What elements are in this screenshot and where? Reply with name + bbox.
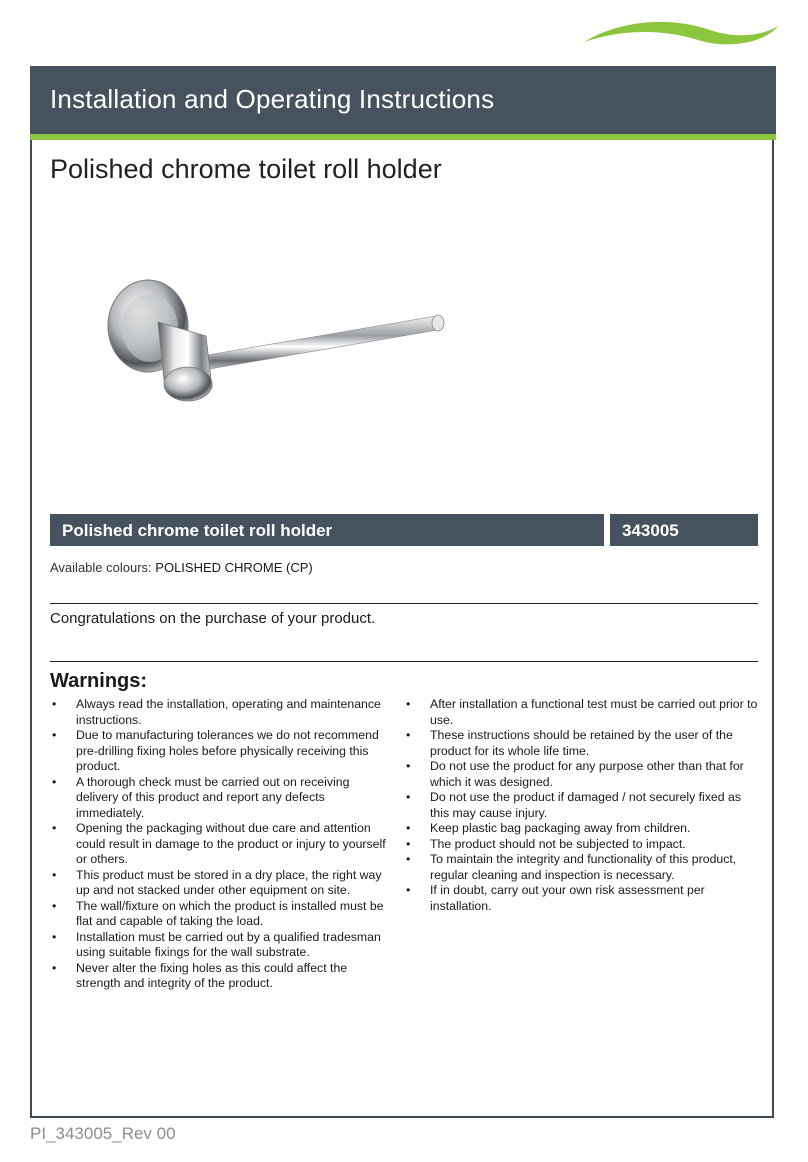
- warning-item: • After installation a functional test must be carried out prior to use.: [404, 697, 760, 728]
- document-reference: PI_343005_Rev 00: [30, 1124, 176, 1143]
- warning-item: • Do not use the product for any purpose other than that for which it was designed.: [404, 759, 760, 790]
- header-bar: [30, 66, 776, 134]
- warning-item: • Do not use the product if damaged / not securely fixed as this may cause injury.: [404, 790, 760, 821]
- warning-item: • A thorough check must be carried out on receiving delivery of this product and report any defects immediately.: [50, 775, 390, 822]
- warning-item: • To maintain the integrity and functionality of this product, regular cleaning and inspection is necessary.: [404, 852, 760, 883]
- warning-item: • Never alter the fixing holes as this could affect the strength and integrity of the product.: [50, 961, 390, 992]
- colours-value: POLISHED CHROME (CP): [155, 560, 313, 575]
- spec-bar-product-name: [50, 514, 604, 546]
- header-title: Installation and Operating Instructions: [50, 84, 495, 114]
- congratulations-text: Congratulations on the purchase of your product.: [50, 610, 376, 627]
- available-colours: [50, 560, 313, 575]
- divider-bottom: [50, 661, 758, 662]
- spec-bar-product-code: [610, 514, 758, 546]
- product-image: [80, 230, 500, 430]
- warnings-heading: Warnings:: [50, 670, 148, 692]
- warnings-list-left: [50, 697, 390, 992]
- product-title: Polished chrome toilet roll holder: [50, 154, 442, 184]
- warning-item: • These instructions should be retained by the user of the product for its whole life time.: [404, 728, 760, 759]
- colours-label: Available colours:: [50, 560, 152, 575]
- warning-item: • Opening the packaging without due care and attention could result in damage to the product or injury to yourself or others.: [50, 821, 390, 868]
- warning-item: • Installation must be carried out by a qualified tradesman using suitable fixings for the wall substrate.: [50, 930, 390, 961]
- spec-product-code: 343005: [622, 521, 679, 540]
- warning-item: • The wall/fixture on which the product is installed must be flat and capable of taking the load.: [50, 899, 390, 930]
- brand-swoosh-logo: [580, 18, 780, 48]
- warning-item: • The product should not be subjected to impact.: [404, 837, 760, 853]
- header-accent-rule: [30, 134, 776, 140]
- divider-top: [50, 603, 758, 604]
- warning-item: • If in doubt, carry out your own risk assessment per installation.: [404, 883, 760, 914]
- warning-item: • Keep plastic bag packaging away from children.: [404, 821, 760, 837]
- warning-item: • This product must be stored in a dry place, the right way up and not stacked under other equipment on site.: [50, 868, 390, 899]
- warning-item: • Always read the installation, operating and maintenance instructions.: [50, 697, 390, 728]
- warning-item: • Due to manufacturing tolerances we do not recommend pre-drilling fixing holes before physically receiving this product.: [50, 728, 390, 775]
- spec-product-name: Polished chrome toilet roll holder: [62, 521, 333, 540]
- warnings-list-right: [404, 697, 760, 914]
